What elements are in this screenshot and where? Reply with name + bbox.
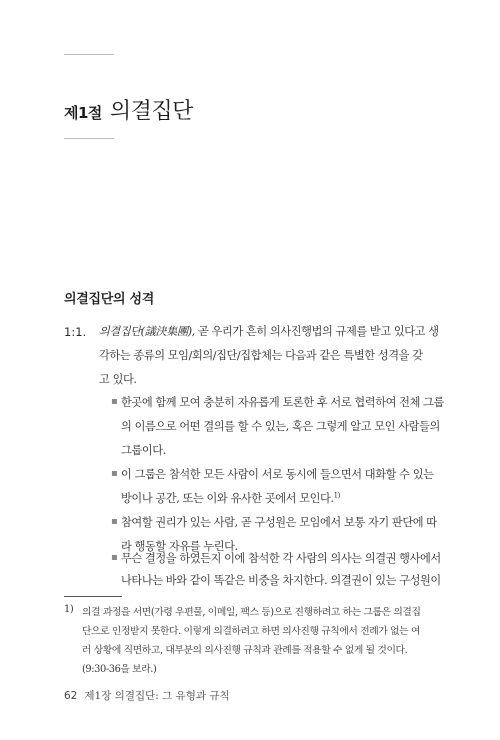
bullet-2-line-1: 이 그룹은 참석한 모든 사람이 서로 동시에 들으면서 대화할 수 있는 xyxy=(121,468,434,481)
footnote-line-4: (9:30-36을 보라.) xyxy=(82,664,157,675)
bullet-2-line-2 xyxy=(121,490,340,506)
lead-term: 의결집단(議決集團), xyxy=(99,325,195,338)
paragraph-line-1 xyxy=(99,323,439,339)
section-title: 의결집단의 성격 xyxy=(64,292,155,307)
footnote-marker: 1) xyxy=(64,604,74,615)
page-footer xyxy=(64,688,230,703)
bullet-marker: ▪ xyxy=(111,468,118,479)
bullet-3-line-2: 라 행동할 자유를 누린다. xyxy=(121,540,238,553)
footnote-line-3: 러 상황에 직면하고, 대부분의 의사진행 규칙과 관례를 적용할 수 없게 될 것이다. xyxy=(82,645,408,656)
bullet-marker: ▪ xyxy=(111,396,118,407)
page-number: 62 xyxy=(64,690,78,702)
footnote-rule xyxy=(64,596,122,597)
bullet-4-line-1: 무슨 결정을 하였든지 이에 참석한 각 사람의 의사는 의결권 행사에서 xyxy=(121,552,441,565)
running-title: 제1장 의결집단: 그 유형과 규칙 xyxy=(84,690,230,702)
footnote-reference: 1) xyxy=(333,491,340,500)
bullet-marker: ▪ xyxy=(111,516,118,527)
bullet-marker: ▪ xyxy=(111,552,118,563)
chapter-top-rule xyxy=(64,54,114,55)
bullet-3-line-1: 참여할 권리가 있는 사람, 곧 구성원은 모임에서 보통 자기 판단에 따 xyxy=(121,516,437,529)
bullet-1-line-1: 한곳에 함께 모여 충분히 자유롭게 토론한 후 서로 협력하여 전체 그룹 xyxy=(121,396,444,409)
chapter-bottom-rule xyxy=(64,138,114,139)
chapter-heading xyxy=(64,94,193,125)
bullet-1-line-2: 의 이름으로 어떤 결의를 할 수 있는, 혹은 그렇게 알고 모인 사람들의 xyxy=(121,420,440,433)
bullet-2-line-2-text: 방이나 공간, 또는 이와 유사한 곳에서 모인다. xyxy=(121,492,334,505)
footnote-line-2: 단으로 인정받지 못한다. 이렇게 의결하려고 하면 의사진행 규칙에서 전례가 없는 여 xyxy=(82,626,421,637)
paragraph-line-2: 각하는 종류의 모임/회의/집단/집합체는 다음과 같은 특별한 성격을 갖 xyxy=(99,349,423,362)
footnote-line-1: 의결 과정을 서면(가령 우편물, 이메일, 팩스 등)으로 진행하려고 하는 그룹은 의결집 xyxy=(82,607,421,618)
chapter-number: 제1절 xyxy=(64,104,102,122)
bullet-4-line-2: 나타나는 바와 같이 똑같은 비중을 차지한다. 의결권이 있는 구성원이 xyxy=(121,574,441,587)
paragraph-line-3: 고 있다. xyxy=(99,373,137,386)
paragraph-number: 1:1. xyxy=(64,325,87,339)
chapter-title: 의결집단 xyxy=(109,99,193,124)
bullet-1-line-3: 그룹이다. xyxy=(121,444,166,457)
paragraph-line-1-rest: 곧 우리가 흔히 의사진행법의 규제를 받고 있다고 생 xyxy=(194,325,439,338)
